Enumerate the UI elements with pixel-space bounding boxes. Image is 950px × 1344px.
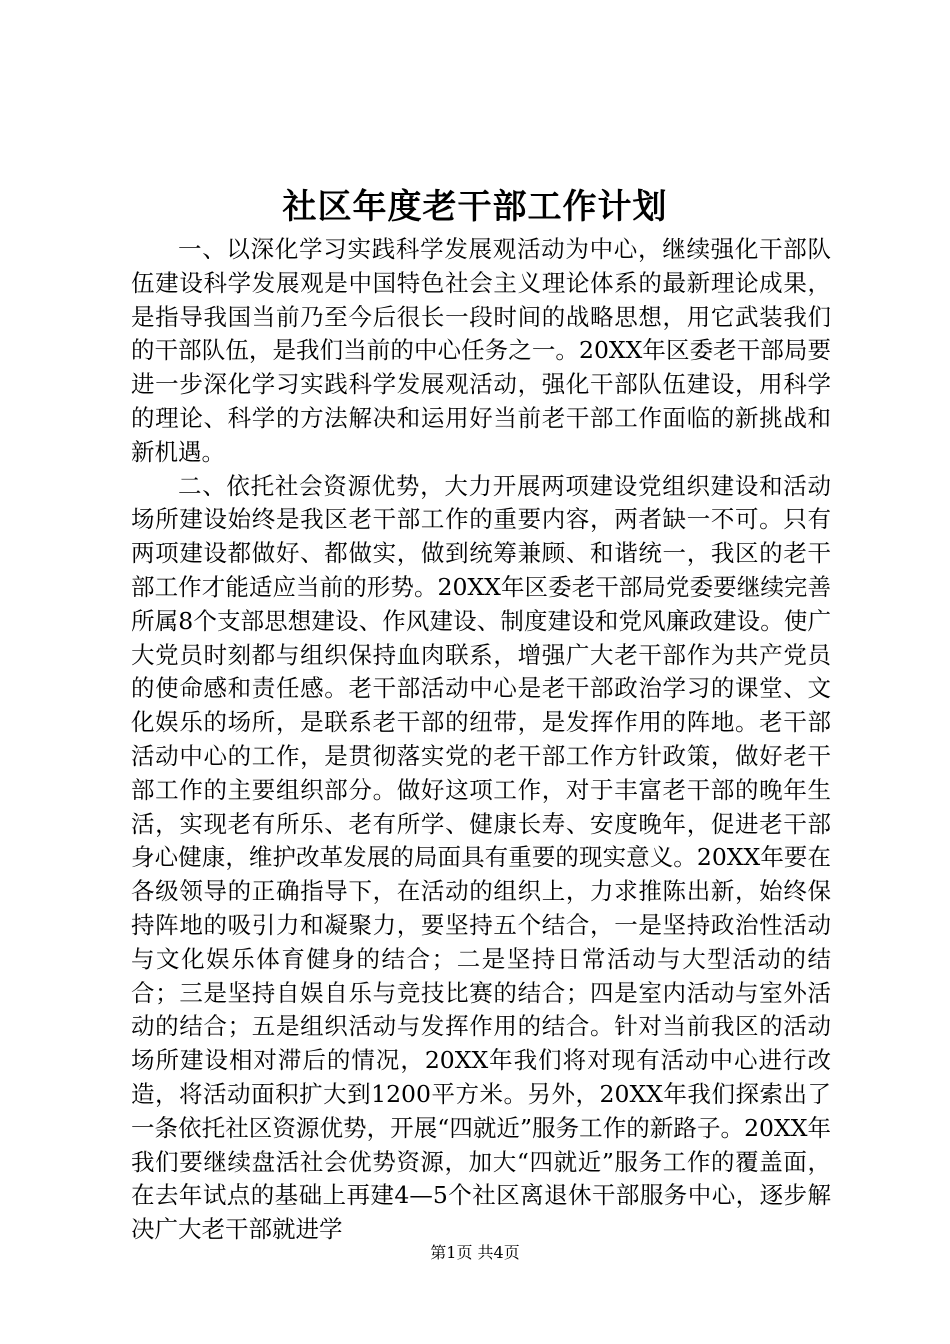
paragraph-2: 二、依托社会资源优势，大力开展两项建设党组织建设和活动场所建设始终是我区老干部工作的重要内容，两者缺一不可。只有两项建设都做好、都做实，做到统筹兼顾、和谐统一，我区的老干部工作才能适应当前的形势。20XX年区委老干部局党委要继续完善所属8个支部思想建设、作风建设、制度建设和党风廉政建设。使广大党员时刻都与组织保持血肉联系，增强广大老干部作为共产党员的使命感和责任感。老干部活动中心是老干部政治学习的课堂、文化娱乐的场所，是联系老干部的纽带，是发挥作用的阵地。老干部活动中心的工作，是贯彻落实党的老干部工作方针政策，做好老干部工作的主要组织部分。做好这项工作，对于丰富老干部的晚年生活，实现老有所乐、老有所学、健康长寿、安度晚年，促进老干部身心健康，维护改革发展的局面具有重要的现实意义。20XX年要在各级领导的正确指导下，在活动的组织上，力求推陈出新，始终保持阵地的吸引力和凝聚力，要坚持五个结合，一是坚持政治性活动与文化娱乐体育健身的结合；二是坚持日常活动与大型活动的结合；三是坚持自娱自乐与竞技比赛的结合；四是室内活动与室外活动的结合；五是组织活动与发挥作用的结合。针对当前我区的活动场所建设相对滞后的情况，20XX年我们将对现有活动中心进行改造，将活动面积扩大到1200平方米。另外，20XX年我们探索出了一条依托社区资源优势，开展“四就近”服务工作的新路子。20XX年我们要继续盘活社会优势资源，加大“四就近”服务工作的覆盖面，在去年试点的基础上再建4—5个社区离退休干部服务中心，逐步解决广大老干部就进学 (131, 471, 831, 1244)
document-body (131, 233, 831, 1247)
paragraph-1: 一、以深化学习实践科学发展观活动为中心，继续强化干部队伍建设科学发展观是中国特色社会主义理论体系的最新理论成果，是指导我国当前乃至今后很长一段时间的战略思想，用它武装我们的干部队伍，是我们当前的中心任务之一。20XX年区委老干部局要进一步深化学习实践科学发展观活动，强化干部队伍建设，用科学的理论、科学的方法解决和运用好当前老干部工作面临的新挑战和新机遇。 (131, 235, 831, 466)
page-footer: 第1页 共4页 (430, 1243, 520, 1262)
page-title: 社区年度老干部工作计划 (282, 187, 668, 227)
